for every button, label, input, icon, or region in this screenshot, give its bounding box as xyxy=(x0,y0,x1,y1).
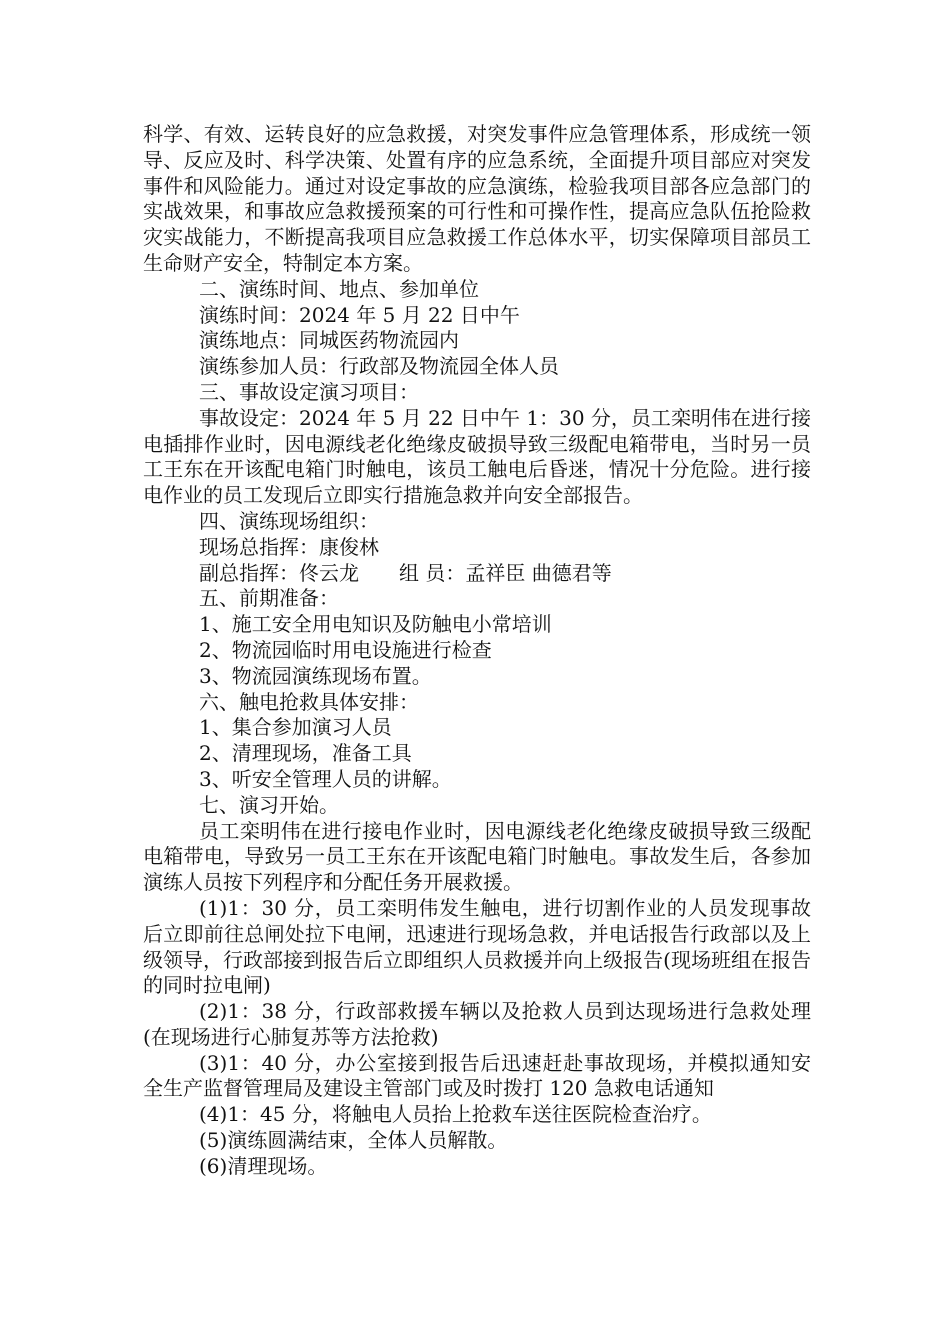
drill-location: 演练地点：同城医药物流园内 xyxy=(199,328,459,353)
paragraph-incident: 员工栾明伟在进行接电作业时，因电源线老化绝缘皮破损导致三级配电箱带电，导致另一员工王东在开该配电箱门时触电。事故发生后，各参加演练人员按下列程序和分配任务开展救援。 xyxy=(143,818,811,895)
section-heading-scenario: 三、事故设定演习项目： xyxy=(199,379,419,404)
section-heading-time-place: 二、演练时间、地点、参加单位 xyxy=(199,276,479,301)
section-heading-organization: 四、演练现场组织： xyxy=(199,508,379,533)
list-item: 2、清理现场，准备工具 xyxy=(199,741,412,766)
procedure-step: (1)1：30 分，员工栾明伟发生触电，进行切割作业的人员发现事故后立即前往总闸处拉下电闸，迅速进行现场急救，并电话报告行政部以及上级领导，行政部接到报告后立即组织人员救援并向上级报告(现场班组在报告的同时拉电闸) xyxy=(143,895,811,998)
paragraph-purpose: 科学、有效、运转良好的应急救援，对突发事件应急管理体系，形成统一领导、反应及时、科学决策、处置有序的应急系统，全面提升项目部应对突发事件和风险能力。通过对设定事故的应急演练，检验我项目部各应急部门的实战效果，和事故应急救援预案的可行性和可操作性，提高应急队伍抢险救灾实战能力，不断提高我项目应急救援工作总体水平，切实保障项目部员工生命财产安全，特制定本方案。 xyxy=(143,122,811,275)
section-heading-start: 七、演习开始。 xyxy=(199,792,339,817)
procedure-step: (4)1：45 分，将触电人员抬上抢救车送往医院检查治疗。 xyxy=(199,1102,712,1127)
document-body xyxy=(143,122,811,1180)
procedure-step: (3)1：40 分，办公室接到报告后迅速赶赴事故现场，并模拟通知安全生产监督管理局及建设主管部门或及时拨打 120 急救电话通知 xyxy=(143,1050,811,1101)
deputy-commander: 副总指挥：佟云龙 组 员：孟祥臣 曲德君等 xyxy=(199,560,612,585)
section-heading-arrangement: 六、触电抢救具体安排： xyxy=(199,689,419,714)
list-item: 1、集合参加演习人员 xyxy=(199,715,392,740)
drill-participants: 演练参加人员：行政部及物流园全体人员 xyxy=(199,354,559,379)
procedure-step: (6)清理现场。 xyxy=(199,1153,328,1178)
section-heading-preparation: 五、前期准备： xyxy=(199,586,339,611)
list-item: 1、施工安全用电知识及防触电小常培训 xyxy=(199,612,552,637)
list-item: 3、听安全管理人员的讲解。 xyxy=(199,766,452,791)
procedure-step: (5)演练圆满结束，全体人员解散。 xyxy=(199,1128,508,1153)
list-item: 2、物流园临时用电设施进行检查 xyxy=(199,637,492,662)
chief-commander: 现场总指挥：康俊林 xyxy=(199,534,379,559)
procedure-step: (2)1：38 分，行政部救援车辆以及抢救人员到达现场进行急救处理(在现场进行心肺复苏等方法抢救) xyxy=(143,999,811,1049)
drill-time: 演练时间：2024 年 5 月 22 日中午 xyxy=(199,302,520,327)
paragraph-scenario: 事故设定：2024 年 5 月 22 日中午 1：30 分，员工栾明伟在进行接电插排作业时，因电源线老化绝缘皮破损导致三级配电箱带电，当时另一员工王东在开该配电箱门时触电，该员工触电后昏迷，情况十分危险。进行接电作业的员工发现后立即实行措施急救并向安全部报告。 xyxy=(143,405,811,508)
list-item: 3、物流园演练现场布置。 xyxy=(199,663,432,688)
